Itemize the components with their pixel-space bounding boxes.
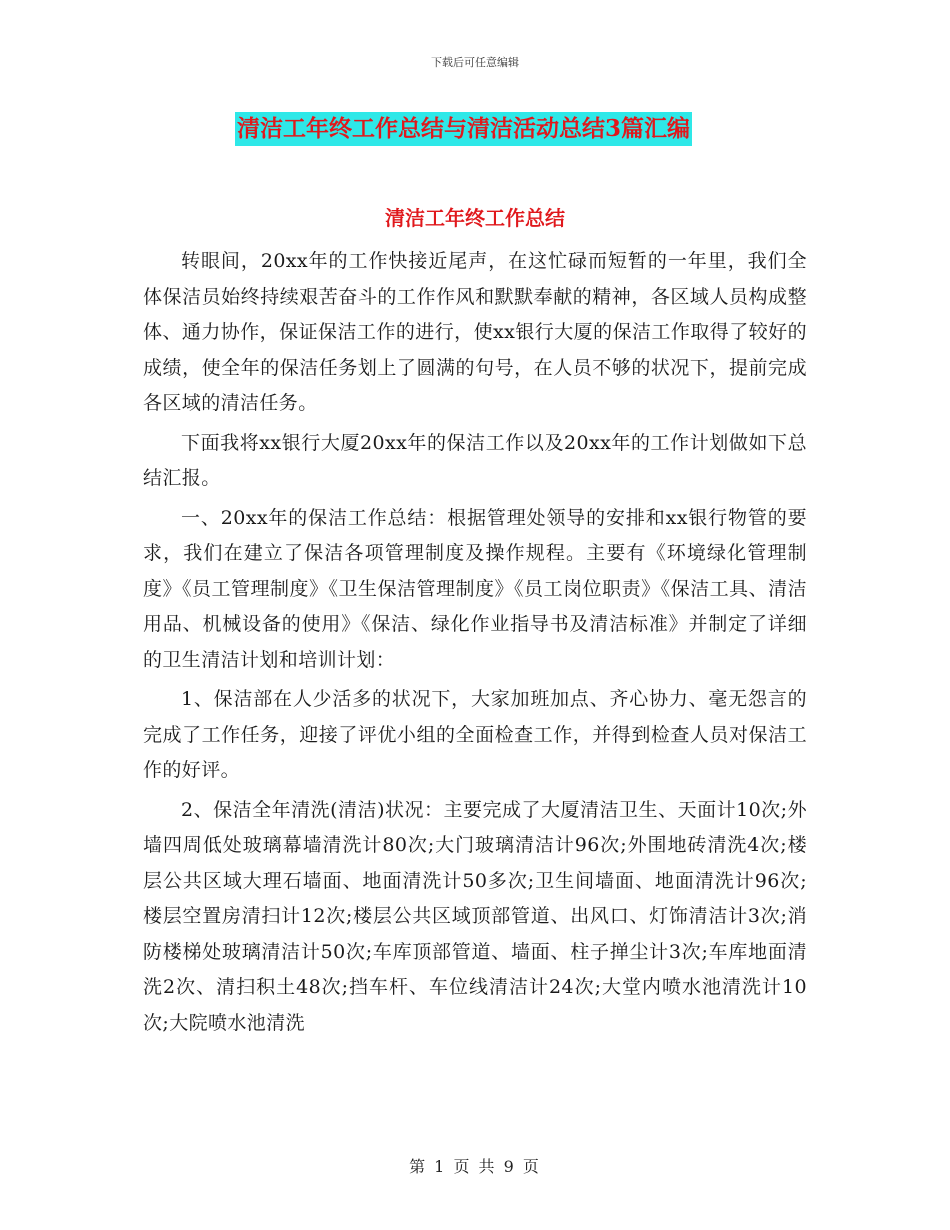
- header-note: 下载后可任意编辑: [431, 56, 519, 69]
- paragraph: 1、保洁部在人少活多的状况下，大家加班加点、齐心协力、毫无怨言的完成了工作任务，迎接了评优小组的全面检查工作，并得到检查人员对保洁工作的好评。: [143, 688, 807, 781]
- paragraph: 一、20xx年的保洁工作总结：根据管理处领导的安排和xx银行物管的要求，我们在建立了保洁各项管理制度及操作规程。主要有《环境绿化管理制度》《员工管理制度》《卫生保洁管理制度》《员工岗位职责》《保洁工具、清洁用品、机械设备的使用》《保洁、绿化作业指导书及清洁标准》并制定了详细的卫生清洁计划和培训计划：: [143, 506, 807, 671]
- document-title: 清洁工年终工作总结与清洁活动总结3篇汇编: [235, 112, 692, 146]
- body-text: [143, 244, 807, 1045]
- paragraph: 转眼间，20xx年的工作快接近尾声，在这忙碌而短暂的一年里，我们全体保洁员始终持续艰苦奋斗的工作作风和默默奉献的精神，各区域人员构成整体、通力协作，保证保洁工作的进行，使xx银行大厦的保洁工作取得了较好的成绩，使全年的保洁任务划上了圆满的句号，在人员不够的状况下，提前完成各区域的清洁任务。: [143, 250, 807, 414]
- section-title: 清洁工年终工作总结: [385, 206, 565, 230]
- paragraph: 2、保洁全年清洗(清洁)状况：主要完成了大厦清洁卫生、天面计10次;外墙四周低处玻璃幕墙清洗计80次;大门玻璃清洁计96次;外围地砖清洗4次;楼层公共区域大理石墙面、地面清洗计50多次;卫生间墙面、地面清洗计96次;楼层空置房清扫计12次;楼层公共区域顶部管道、出风口、灯饰清洁计3次;消防楼梯处玻璃清洁计50次;车库顶部管道、墙面、柱子掸尘计3次;车库地面清洗2次、清扫积土48次;挡车杆、车位线清洁计24次;大堂内喷水池清洗计10次;大院喷水池清洗: [143, 798, 807, 1034]
- paragraph: 下面我将xx银行大厦20xx年的保洁工作以及20xx年的工作计划做如下总结汇报。: [143, 431, 807, 489]
- page-number: 第 1 页 共 9 页: [409, 1157, 541, 1176]
